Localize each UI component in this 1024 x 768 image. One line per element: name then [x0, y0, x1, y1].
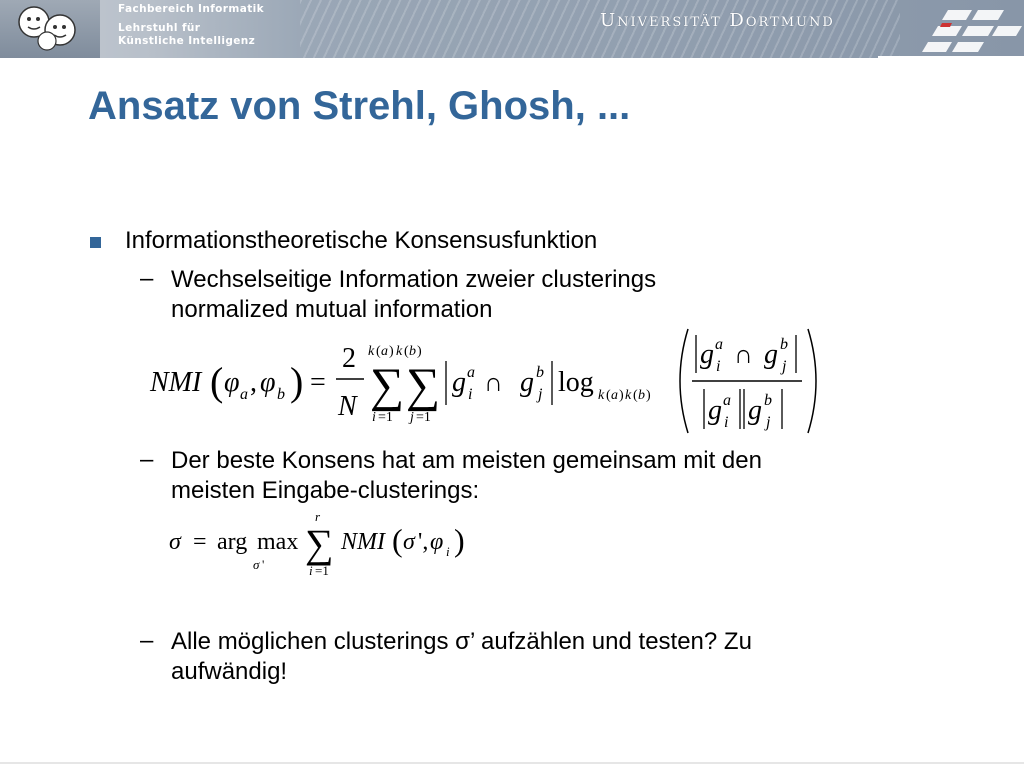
svg-text:=: =: [193, 529, 207, 555]
svg-text:': ': [262, 557, 265, 572]
svg-text:2: 2: [342, 343, 356, 374]
dept-line-1: Fachbereich Informatik: [118, 3, 265, 15]
svg-text:∩: ∩: [484, 368, 503, 397]
svg-text:): ): [646, 388, 651, 403]
svg-text:g: g: [520, 367, 534, 398]
dash-3: –: [140, 627, 154, 654]
header-white-band: [878, 56, 1024, 86]
svg-text:σ: σ: [253, 557, 260, 572]
svg-text:g: g: [764, 339, 778, 370]
svg-text:∑: ∑: [305, 521, 334, 566]
sub-bullet-mutual-info-1: Wechselseitige Information zweier clusterings: [171, 266, 657, 293]
svg-text:NMI: NMI: [341, 529, 385, 555]
svg-text:k: k: [598, 388, 605, 403]
svg-text:log: log: [558, 367, 594, 398]
svg-text:NMI: NMI: [150, 367, 202, 398]
svg-text:b: b: [409, 344, 416, 359]
sub-bullet-best-consensus-2: meisten Eingabe-clusterings:: [171, 477, 480, 504]
svg-text:i: i: [716, 358, 721, 375]
svg-text:φ: φ: [430, 529, 444, 555]
svg-text:',: ',: [418, 529, 429, 555]
svg-text:=1: =1: [416, 410, 431, 425]
svg-text:arg: arg: [217, 529, 248, 555]
ls8-logo: [0, 0, 100, 58]
university-logo-mark: [908, 6, 1024, 56]
dept-line-2: Lehrstuhl für: [118, 22, 201, 34]
svg-text:g: g: [708, 395, 722, 426]
svg-text:=1: =1: [378, 410, 393, 425]
svg-text:max: max: [257, 529, 299, 555]
svg-text:(: (: [376, 344, 381, 359]
svg-text:): ): [454, 522, 465, 558]
bullet-consensus-function: Informationstheoretische Konsensusfunktion: [125, 227, 598, 254]
svg-text:i: i: [468, 386, 473, 403]
svg-text:): ): [389, 344, 394, 359]
header-banner: [0, 0, 1024, 58]
dept-line-3: Künstliche Intelligenz: [118, 35, 256, 47]
svg-text:): ): [417, 344, 422, 359]
svg-text:k: k: [396, 344, 403, 359]
bullet-square-icon: [90, 237, 101, 248]
university-name: Universität Dortmund: [600, 10, 835, 31]
svg-text:g: g: [700, 339, 714, 370]
svg-text:a: a: [715, 336, 723, 353]
sub-bullet-mutual-info-2: normalized mutual information: [171, 296, 493, 323]
svg-text:σ: σ: [169, 529, 181, 555]
svg-text:=1: =1: [315, 563, 329, 578]
svg-text:j: j: [766, 414, 771, 431]
svg-text:g: g: [452, 367, 466, 398]
svg-text:∩: ∩: [734, 340, 753, 369]
svg-text:(: (: [404, 344, 409, 359]
sub-bullet-best-consensus-1: Der beste Konsens hat am meisten gemeinsam mit den: [171, 447, 762, 474]
svg-text:a: a: [240, 386, 248, 403]
svg-text:i: i: [372, 410, 376, 425]
svg-text:∑: ∑: [370, 359, 405, 412]
footer-divider: [0, 762, 1024, 764]
svg-text:b: b: [536, 364, 544, 381]
svg-text:r: r: [315, 509, 321, 524]
svg-text:i: i: [309, 563, 313, 578]
svg-text:a: a: [467, 364, 475, 381]
svg-text:b: b: [277, 386, 285, 403]
svg-text:i: i: [724, 414, 729, 431]
dash-1: –: [140, 265, 154, 292]
svg-text:b: b: [764, 392, 772, 409]
svg-text:φ: φ: [260, 367, 276, 398]
svg-text:(: (: [606, 388, 611, 403]
nmi-formula: [140, 325, 840, 440]
svg-text:): ): [619, 388, 624, 403]
svg-text:a: a: [723, 392, 731, 409]
department-text: [118, 3, 264, 48]
svg-text:,: ,: [250, 367, 257, 398]
svg-text:N: N: [338, 391, 357, 422]
svg-text:i: i: [446, 544, 450, 559]
slide-title: Ansatz von Strehl, Ghosh, ...: [88, 84, 631, 128]
svg-text:a: a: [611, 388, 618, 403]
svg-text:σ: σ: [403, 529, 415, 555]
argmax-formula: [165, 505, 485, 585]
svg-text:): ): [290, 359, 304, 404]
svg-text:j: j: [538, 386, 543, 403]
sub-bullet-enumerate-2: aufwändig!: [171, 658, 288, 685]
sub-bullet-enumerate-1: Alle möglichen clusterings σ’ aufzählen und testen? Zu: [171, 628, 752, 655]
svg-text:k: k: [625, 388, 632, 403]
svg-text:∑: ∑: [406, 359, 441, 412]
svg-text:b: b: [638, 388, 645, 403]
svg-text:(: (: [210, 359, 224, 404]
svg-text:k: k: [368, 344, 375, 359]
svg-text:φ: φ: [224, 367, 240, 398]
svg-text:g: g: [748, 395, 762, 426]
svg-text:a: a: [381, 344, 388, 359]
dash-2: –: [140, 446, 154, 473]
svg-text:(: (: [392, 522, 403, 558]
svg-text:j: j: [782, 358, 787, 375]
svg-text:(: (: [633, 388, 638, 403]
svg-text:=: =: [310, 367, 326, 398]
svg-text:b: b: [780, 336, 788, 353]
svg-text:j: j: [410, 410, 414, 425]
